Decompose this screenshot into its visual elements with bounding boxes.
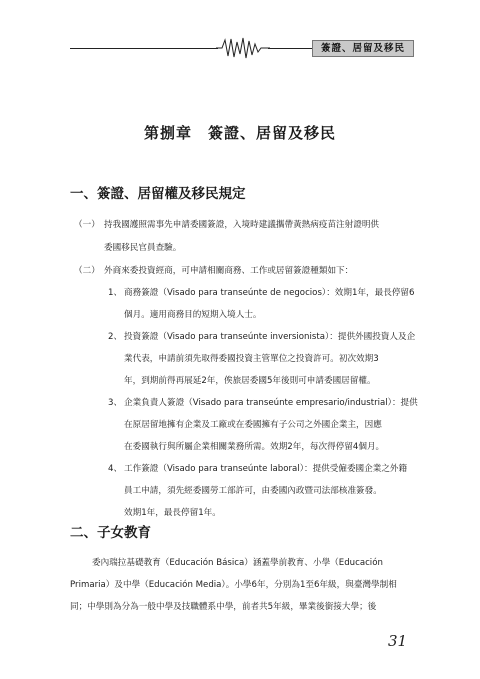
subitem-1-number: 1、 <box>108 288 123 298</box>
item-1-number: （一） <box>74 220 100 230</box>
header-rule-right <box>268 48 312 49</box>
header-wave-icon <box>216 36 270 60</box>
section-2-line-1: 委內瑞拉基礎教育（Educación Básica）涵蓋學前教育、小學（Educación <box>92 558 383 568</box>
section-1-title: 一、簽證、居留權及移民規定 <box>70 186 246 202</box>
header-section-tag: 簽證、居留及移民 <box>312 40 414 57</box>
chapter-title <box>0 122 480 143</box>
subitem-3-number: 3、 <box>108 398 123 408</box>
subitem-3-line-1: 企業負責人簽證（Visado para transeúnte empresario/industrial）：提供 <box>124 398 418 408</box>
page-number: 31 <box>388 632 408 650</box>
chapter-name: 簽證、居留及移民 <box>208 124 337 142</box>
subitem-3-line-3: 在委國執行與所屬企業相關業務所需。效期2年，每次得停留4個月。 <box>124 442 385 452</box>
item-1-line-1: 持我國護照需事先申請委國簽證，入境時建議攜帶黃熱病疫苗注射證明供 <box>104 220 380 230</box>
subitem-2-line-1: 投資簽證（Visado para transeúnte inversionista）：提供外國投資人及企 <box>124 332 416 342</box>
header-rule-left <box>70 48 218 49</box>
subitem-4-number: 4、 <box>108 464 123 474</box>
subitem-1-line-2: 個月。適用商務目的短期入境人士。 <box>124 310 262 320</box>
item-1-line-2: 委國移民官員查驗。 <box>104 243 182 253</box>
subitem-4-line-2: 員工申請，須先經委國勞工部許可，由委國內政暨司法部核准簽發。 <box>124 486 382 496</box>
chapter-number: 第捌章 <box>143 124 192 142</box>
subitem-3-line-2: 在原居留地擁有企業及工廠或在委國擁有子公司之外國企業主，因應 <box>124 420 382 430</box>
subitem-2-line-3: 年，到期前得再展延2年，俟旅居委國5年後則可申請委國居留權。 <box>124 376 376 386</box>
section-2-line-2: Primaria）及中學（Educación Media）。小學6年，分別為1至6年級，與臺灣學制相 <box>70 580 397 590</box>
subitem-1-line-1: 商務簽證（Visado para transeúnte de negocios）：效期1年，最長停留6 <box>124 288 415 298</box>
section-2-line-3: 同；中學則為分為一般中學及技職體系中學，前者共5年級，畢業後銜接大學；後 <box>70 602 377 612</box>
subitem-2-line-2: 業代表，申請前須先取得委國投資主管單位之投資許可。初次效期3 <box>124 354 379 364</box>
subitem-4-line-1: 工作簽證（Visado para transeúnte laboral）：提供受僱委國企業之外籍 <box>124 464 408 474</box>
item-2-number: （二） <box>74 266 100 276</box>
section-2-title: 二、子女教育 <box>70 525 151 541</box>
subitem-2-number: 2、 <box>108 332 123 342</box>
subitem-4-line-3: 效期1年，最長停留1年。 <box>124 508 221 518</box>
item-2-line: 外商來委投資經商，可申請相關商務、工作或居留簽證種類如下： <box>104 266 354 276</box>
